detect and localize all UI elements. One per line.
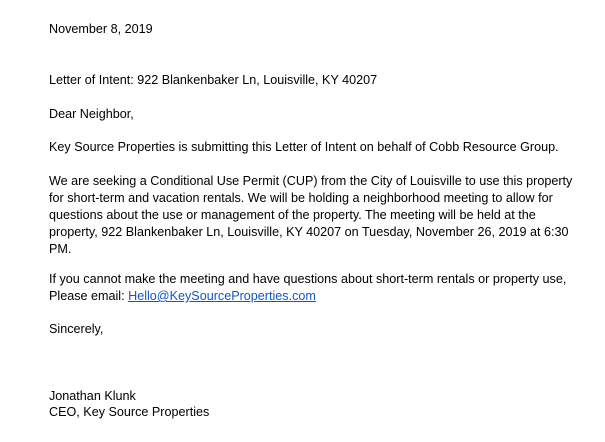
- body-line: property, 922 Blankenbaker Ln, Louisville, KY 40207 on Tuesday, November 26, 2019 at 6:30: [49, 225, 569, 239]
- body-line: We are seeking a Conditional Use Permit (CUP) from the City of Louisville to use this property: [49, 174, 573, 188]
- closing: Sincerely,: [49, 322, 104, 336]
- body-line: questions about the use or management of the property. The meeting will be held at the: [49, 208, 536, 222]
- email-prefix: Please email:: [49, 289, 129, 303]
- letter-subject: Letter of Intent: 922 Blankenbaker Ln, Louisville, KY 40207: [49, 73, 378, 87]
- letter-date: November 8, 2019: [49, 22, 153, 36]
- salutation: Dear Neighbor,: [49, 107, 134, 121]
- contact-line: If you cannot make the meeting and have questions about short-term rentals or property use,: [49, 272, 567, 286]
- signer-title: CEO, Key Source Properties: [49, 405, 210, 419]
- signer-name: Jonathan Klunk: [49, 389, 136, 403]
- intro-paragraph: Key Source Properties is submitting this Letter of Intent on behalf of Cobb Resource Group.: [49, 140, 559, 154]
- email-line: [49, 288, 316, 305]
- email-link[interactable]: Hello@KeySourceProperties.com: [128, 289, 316, 303]
- body-line: PM.: [49, 242, 72, 256]
- body-line: for short-term and vacation rentals. We will be holding a neighborhood meeting to allow for: [49, 191, 553, 205]
